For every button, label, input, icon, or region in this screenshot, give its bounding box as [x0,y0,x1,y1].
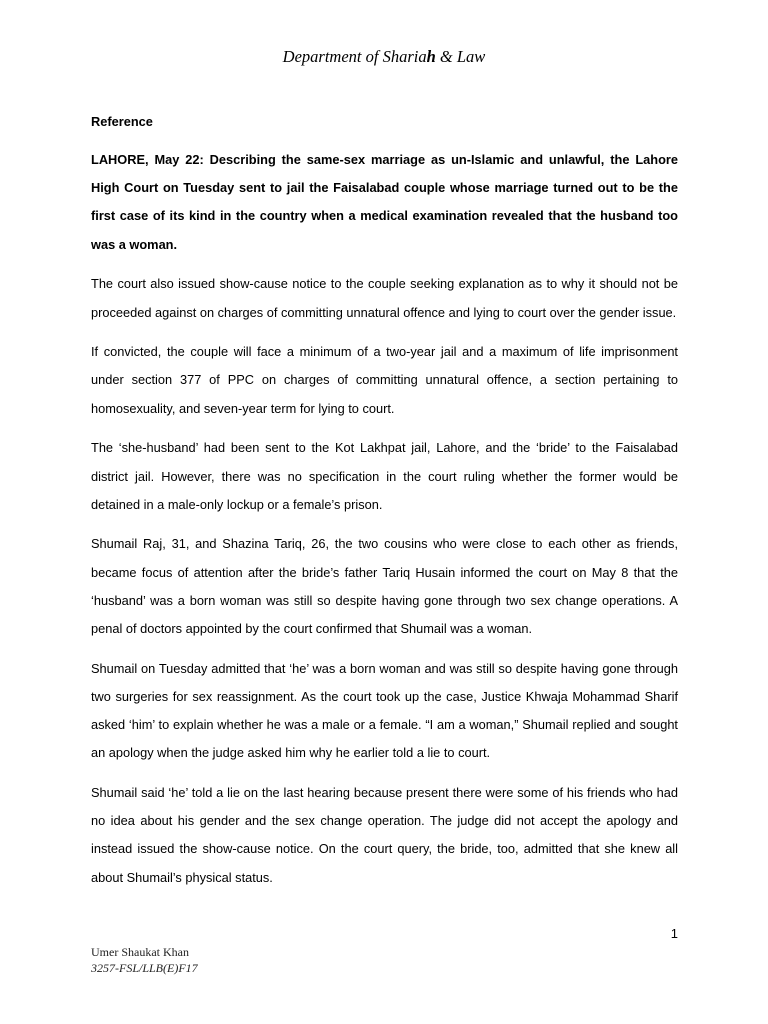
header-title-part1: Department of Sharia [282,47,427,66]
page-footer [91,944,198,976]
section-heading: Reference [91,114,153,129]
paragraph-1: LAHORE, May 22: Describing the same-sex marriage as un-Islamic and unlawful, the Lahore High Court on Tuesday sent to jail the Faisalabad couple whose marriage turned out to be the first case of its kind in the country when a medical examination revealed that the husband too was a woman. [91,152,678,252]
header-title-part2: & Law [435,47,486,66]
paragraph-4: The ‘she-husband’ had been sent to the Kot Lakhpat jail, Lahore, and the ‘bride’ to the Faisalabad district jail. However, there was no specification in the court ruling whether the former would be detained in a male-only lockup or a female’s prison. [91,440,678,512]
header-title-bold-letter: h [426,47,436,66]
page-number: 1 [670,926,678,941]
paragraph-2: The court also issued show-cause notice to the couple seeking explanation as to why it should not be proceeded against on charges of committing unnatural offence and lying to court over the gender issue. [91,276,678,320]
paragraph-6: Shumail on Tuesday admitted that ‘he’ was a born woman and was still so despite having gone through two surgeries for sex reassignment. As the court took up the case, Justice Khwaja Mohammad Sharif asked ‘him’ to explain whether he was a male or a female. “I am a woman,” Shumail replied and sought an apology when the judge asked him why he earlier told a lie to court. [91,660,678,761]
paragraph-3: If convicted, the couple will face a minimum of a two-year jail and a maximum of life imprisonment under section 377 of PPC on charges of committing unnatural offence, a section pertaining to homosexuality, and seven-year term for lying to court. [91,344,678,416]
paragraph-7: Shumail said ‘he’ told a lie on the last hearing because present there were some of his friends who had no idea about his gender and the sex change operation. The judge did not accept the apology and instead issued the show-cause notice. On the court query, the bride, too, admitted that she knew all about Shumail’s physical status. [91,785,678,885]
paragraph-5: Shumail Raj, 31, and Shazina Tariq, 26, the two cousins who were close to each other as friends, became focus of attention after the bride’s father Tariq Husain informed the court on May 8 that the ‘husband’ was a born woman was still so despite having gone through two sex change operations. A penal of doctors appointed by the court confirmed that Shumail was a woman. [91,536,678,637]
document-body [91,110,678,903]
page-header [0,47,768,67]
student-id: 3257-FSL/LLB(E)F17 [91,961,198,975]
author-name: Umer Shaukat Khan [91,945,189,959]
